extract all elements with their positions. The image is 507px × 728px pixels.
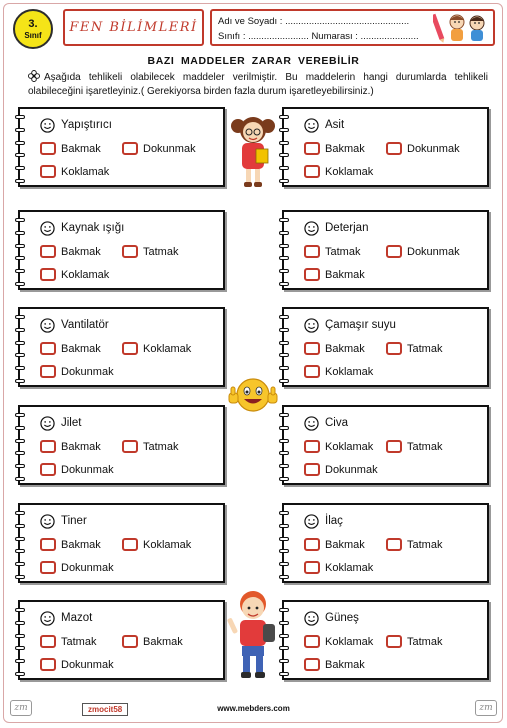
substance-name: Kaynak ışığı (61, 222, 125, 234)
option-checkbox[interactable] (122, 142, 138, 155)
hazard-card (18, 107, 225, 187)
option-row[interactable] (386, 635, 442, 648)
smiley-icon (40, 416, 55, 431)
option-row[interactable] (40, 635, 96, 648)
option-row[interactable] (304, 658, 365, 671)
substance-name: Vantilatör (61, 319, 109, 331)
card-header (304, 317, 396, 333)
option-label: Tatmak (407, 635, 443, 648)
option-label: Dokunmak (407, 245, 460, 258)
option-label: Koklamak (325, 635, 374, 648)
option-label: Dokunmak (143, 142, 196, 155)
worksheet-title: BAZI MADDELER ZARAR VEREBİLİR (147, 55, 360, 67)
option-checkbox[interactable] (40, 561, 56, 574)
option-row[interactable] (40, 538, 101, 551)
card-spiral (279, 511, 289, 579)
option-checkbox[interactable] (304, 245, 320, 258)
option-label: Bakmak (61, 245, 101, 258)
option-label: Koklamak (61, 268, 110, 281)
option-row[interactable] (122, 440, 178, 453)
card-header (40, 415, 81, 431)
option-checkbox[interactable] (386, 538, 402, 551)
boy-figure (227, 588, 279, 680)
card-spiral (15, 315, 25, 383)
grade-number: 3. (28, 17, 38, 30)
smiley-icon (40, 221, 55, 236)
card-header (304, 220, 368, 236)
substance-name: Asit (325, 119, 345, 131)
option-row[interactable] (304, 342, 365, 355)
option-label: Dokunmak (61, 463, 114, 476)
card-spiral (279, 608, 289, 676)
footer-site: www.mebders.com (217, 704, 290, 713)
substance-name: Çamaşır suyu (325, 319, 396, 331)
option-checkbox[interactable] (40, 658, 56, 671)
option-row[interactable] (304, 165, 373, 178)
option-label: Tatmak (61, 635, 97, 648)
option-label: Dokunmak (325, 463, 378, 476)
option-checkbox[interactable] (304, 658, 320, 671)
option-row[interactable] (122, 142, 196, 155)
option-label: Bakmak (325, 142, 365, 155)
option-row[interactable] (40, 658, 114, 671)
option-row[interactable] (40, 463, 114, 476)
option-checkbox[interactable] (40, 440, 56, 453)
option-row[interactable] (386, 342, 442, 355)
card-spiral (279, 115, 289, 183)
option-checkbox[interactable] (304, 561, 320, 574)
grade-word: Sınıf (24, 30, 42, 40)
option-checkbox[interactable] (40, 635, 56, 648)
option-label: Koklamak (61, 165, 110, 178)
hazard-card (18, 600, 225, 680)
option-label: Bakmak (143, 635, 183, 648)
card-header (40, 117, 112, 133)
hazard-card (282, 307, 489, 387)
thumbs-up-emoji (227, 375, 279, 415)
option-row[interactable] (386, 142, 460, 155)
option-label: Dokunmak (61, 658, 114, 671)
girl-figure (228, 112, 278, 188)
option-row[interactable] (40, 365, 114, 378)
card-spiral (15, 608, 25, 676)
substance-name: Yapıştırıcı (61, 119, 112, 131)
option-row[interactable] (304, 142, 365, 155)
corner-mark-right: zm (475, 700, 497, 716)
substance-name: Jilet (61, 417, 82, 429)
card-header (304, 415, 348, 431)
option-row[interactable] (304, 538, 365, 551)
option-checkbox[interactable] (122, 538, 138, 551)
option-checkbox[interactable] (386, 440, 402, 453)
option-label: Dokunmak (407, 142, 460, 155)
substance-name: Tiner (61, 515, 87, 527)
card-spiral (279, 218, 289, 286)
option-checkbox[interactable] (386, 342, 402, 355)
option-checkbox[interactable] (304, 463, 320, 476)
option-checkbox[interactable] (122, 245, 138, 258)
option-row[interactable] (304, 245, 360, 258)
option-label: Koklamak (143, 342, 192, 355)
smiley-icon (40, 318, 55, 333)
option-checkbox[interactable] (386, 635, 402, 648)
option-checkbox[interactable] (386, 245, 402, 258)
card-header (304, 610, 359, 626)
option-label: Tatmak (407, 538, 443, 551)
option-label: Tatmak (143, 440, 179, 453)
student-class-line: Sınıfı : ....................... Numarası : ...................... (218, 31, 419, 42)
option-row[interactable] (40, 268, 109, 281)
option-checkbox[interactable] (304, 635, 320, 648)
smiley-icon (304, 318, 319, 333)
smiley-icon (304, 118, 319, 133)
card-spiral (15, 115, 25, 183)
kids-pencil-illustration (433, 10, 491, 44)
substance-name: İlaç (325, 515, 343, 527)
option-row[interactable] (304, 463, 378, 476)
card-header (40, 317, 109, 333)
hazard-card (282, 107, 489, 187)
option-row[interactable] (122, 245, 178, 258)
option-label: Tatmak (325, 245, 361, 258)
option-label: Koklamak (325, 440, 374, 453)
option-label: Koklamak (143, 538, 192, 551)
subject-title: FEN BİLİMLERİ (69, 20, 198, 35)
substance-name: Mazot (61, 612, 93, 624)
smiley-icon (304, 611, 319, 626)
option-checkbox[interactable] (304, 165, 320, 178)
option-row[interactable] (40, 142, 101, 155)
option-row[interactable] (304, 440, 373, 453)
option-label: Tatmak (407, 440, 443, 453)
option-label: Bakmak (325, 658, 365, 671)
option-row[interactable] (386, 538, 442, 551)
option-label: Koklamak (325, 561, 374, 574)
option-label: Bakmak (61, 440, 101, 453)
card-header (304, 117, 344, 133)
card-spiral (279, 315, 289, 383)
substance-name: Deterjan (325, 222, 369, 234)
hazard-card (282, 503, 489, 583)
option-checkbox[interactable] (122, 440, 138, 453)
option-checkbox[interactable] (40, 342, 56, 355)
option-checkbox[interactable] (40, 268, 56, 281)
card-spiral (279, 413, 289, 481)
option-row[interactable] (386, 440, 442, 453)
option-label: Koklamak (325, 165, 374, 178)
footer-code: zmocit58 (82, 703, 128, 716)
option-row[interactable] (40, 440, 101, 453)
smiley-icon (304, 514, 319, 529)
option-label: Bakmak (325, 268, 365, 281)
instructions-text: Aşağıda tehlikeli olabilecek maddeler verilmiştir. Bu maddelerin hangi durumlarda tehlikeli olabileceğini işaretleyiniz.( Gerekiyorsa birden fazla durum işaretleyebilirsiniz.) (28, 72, 488, 97)
option-label: Tatmak (143, 245, 179, 258)
smiley-icon (40, 514, 55, 529)
card-header (40, 220, 124, 236)
option-checkbox[interactable] (122, 635, 138, 648)
option-row[interactable] (386, 245, 460, 258)
option-label: Koklamak (325, 365, 374, 378)
instructions (28, 70, 488, 99)
card-spiral (15, 218, 25, 286)
option-checkbox[interactable] (40, 245, 56, 258)
option-label: Dokunmak (61, 365, 114, 378)
option-checkbox[interactable] (304, 268, 320, 281)
option-row[interactable] (40, 561, 114, 574)
hazard-card (18, 503, 225, 583)
corner-mark-left: zm (10, 700, 32, 716)
option-checkbox[interactable] (304, 142, 320, 155)
smiley-icon (304, 221, 319, 236)
option-checkbox[interactable] (304, 440, 320, 453)
substance-name: Civa (325, 417, 349, 429)
hazard-card (18, 405, 225, 485)
card-header (304, 513, 343, 529)
option-checkbox[interactable] (304, 342, 320, 355)
hazard-card (282, 210, 489, 290)
option-checkbox[interactable] (304, 365, 320, 378)
option-checkbox[interactable] (386, 142, 402, 155)
smiley-icon (304, 416, 319, 431)
option-row[interactable] (122, 635, 183, 648)
hazard-card (282, 405, 489, 485)
option-checkbox[interactable] (40, 538, 56, 551)
smiley-icon (40, 611, 55, 626)
option-checkbox[interactable] (122, 342, 138, 355)
option-label: Bakmak (325, 342, 365, 355)
hazard-card (18, 210, 225, 290)
option-label: Tatmak (407, 342, 443, 355)
card-header (40, 610, 92, 626)
hazard-card (18, 307, 225, 387)
option-checkbox[interactable] (304, 538, 320, 551)
subject-title-box (63, 9, 204, 46)
option-label: Bakmak (325, 538, 365, 551)
option-row[interactable] (40, 342, 101, 355)
smiley-icon (40, 118, 55, 133)
option-row[interactable] (304, 268, 365, 281)
grade-badge (13, 9, 53, 49)
option-row[interactable] (122, 342, 191, 355)
option-row[interactable] (40, 245, 101, 258)
option-label: Dokunmak (61, 561, 114, 574)
option-row[interactable] (304, 635, 373, 648)
student-name-line: Adı ve Soyadı : ............................................... (218, 16, 410, 27)
card-spiral (15, 413, 25, 481)
option-checkbox[interactable] (40, 165, 56, 178)
option-row[interactable] (40, 165, 109, 178)
option-checkbox[interactable] (40, 463, 56, 476)
substance-name: Güneş (325, 612, 359, 624)
option-row[interactable] (304, 365, 373, 378)
card-header (40, 513, 87, 529)
card-spiral (15, 511, 25, 579)
flower-icon (28, 70, 40, 82)
option-checkbox[interactable] (40, 142, 56, 155)
option-label: Bakmak (61, 342, 101, 355)
hazard-card (282, 600, 489, 680)
option-row[interactable] (304, 561, 373, 574)
option-label: Bakmak (61, 538, 101, 551)
option-row[interactable] (122, 538, 191, 551)
option-label: Bakmak (61, 142, 101, 155)
option-checkbox[interactable] (40, 365, 56, 378)
